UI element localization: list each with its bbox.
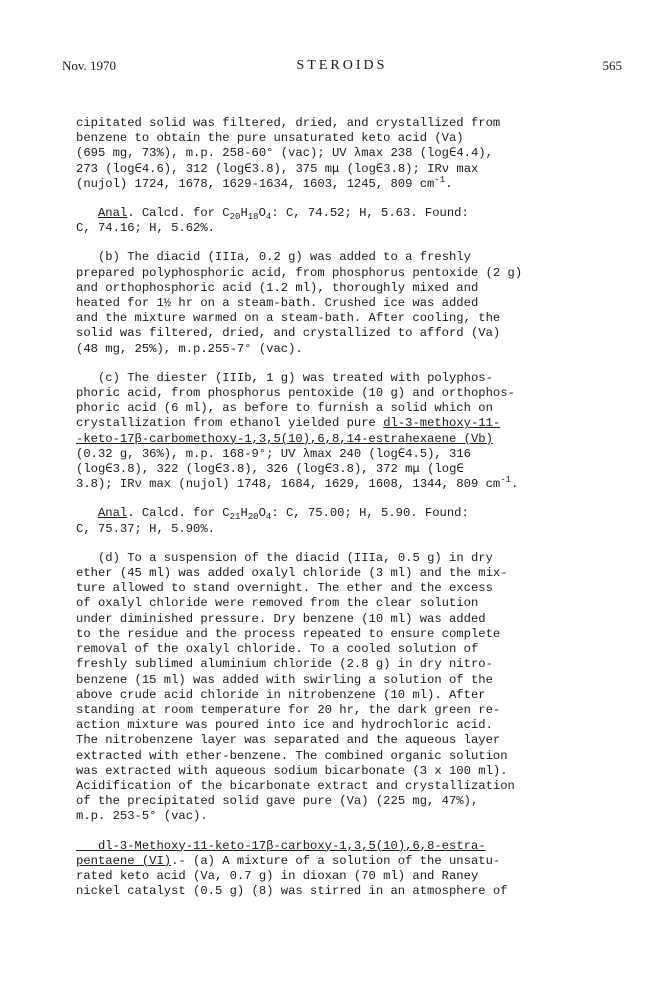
compound-name-vb-cont: -keto-17β-carbomethoxy-1,3,5(10),6,8,14-estrahexaene (Vb) [76,431,493,446]
text-line: (d) To a suspension of the diacid (IIIa, 0.5 g) in dry [97,550,493,565]
text-line: The nitrobenzene layer was separated and the aqueous layer [76,733,501,748]
header-journal: STEROIDS [296,58,388,73]
text-line: solid was filtered, dried, and crystallized to afford (Va) [76,326,501,341]
text-line: 3.8); IRν max (nujol) 1748, 1684, 1629, 1608, 1344, 809 $cm^{-1}$. [76,475,519,492]
section-compound-vi [76,839,600,900]
text-line: cipitated solid was filtered, dried, and crystallized from [76,116,501,130]
text-line: C, 74.16; H, 5.62%. [76,221,215,236]
analysis-va [76,206,600,236]
text-line: freshly sublimed aluminium chloride (2.8 g) in dry nitro- [76,657,493,672]
text-line: (695 mg, 73%), m.p. 258-60° (vac); UV λmax 238 (log∈4.4), [76,146,493,161]
text-line: Acidification of the bicarbonate extract and crystallization [76,778,515,793]
text-line: phoric acid, from phosphorus pentoxide (10 g) and orthophos- [76,386,515,401]
text-line: Anal. Calcd. for $C_{21}H_{20}O_4$: C, 75.00; H, 5.90. Found: [97,506,469,523]
header-date: Nov. 1970 [62,58,117,73]
paragraph-c [76,371,600,493]
text-line: of oxalyl chloride were removed from the clear solution [76,596,479,611]
text-line: prepared polyphosphoric acid, from phosphorus pentoxide (2 g) [76,265,523,280]
text-line: was extracted with aqueous sodium bicarbonate (3 x 100 ml). [76,763,508,778]
text-line: C, 75.37; H, 5.90%. [76,521,215,536]
text-line: (0.32 g, 36%), m.p. 168-9°; UV λmax 240 (log∈4.5), 316 [76,446,471,461]
text-line: standing at room temperature for 20 hr, the dark green re- [76,702,501,717]
text-line: of the precipitated solid gave pure (Va) (225 mg, 47%), [76,794,479,809]
header-page-number: 565 [602,58,622,73]
text-line: above crude acid chloride in nitrobenzene (10 ml). After [76,687,486,702]
text-line: pentaene (VI).- (a) A mixture of a solution of the unsatu- [76,853,501,868]
text-line: extracted with ether-benzene. The combined organic solution [76,748,508,763]
section-title-vi-cont: pentaene (VI) [76,853,172,868]
section-title-vi: dl-3-Methoxy-11-keto-17β-carboxy-1,3,5(10),6,8-estra- [97,838,486,853]
text-line: (48 mg, 25%), m.p.255-7° (vac). [76,341,303,356]
text-line: to the residue and the process repeated to ensure complete [76,626,501,641]
text-line: (log∈3.8), 322 (log∈3.8), 326 (log∈3.8), 372 mμ (log∈ [76,462,464,477]
paragraph-keto-acid-va [76,116,600,192]
running-header [62,58,622,78]
text-line: m.p. 253-5° (vac). [76,809,208,824]
text-line: and the mixture warmed on a steam-bath. After cooling, the [76,311,501,326]
text-line: crystallization from ethanol yielded pure dl-3-methoxy-11- [76,416,501,431]
text-line: removal of the oxalyl chloride. To a cooled solution of [76,642,479,657]
text-line: phoric acid (6 ml), as before to furnish a solid which on [76,401,493,416]
text-line: Anal. Calcd. for $C_{20}H_{18}O_4$: C, 74.52; H, 5.63. Found: [97,206,469,223]
text-line: (nujol) 1724, 1678, 1629-1634, 1603, 1245, 809 $cm^{-1}$. [76,174,453,191]
text-line: and orthophosphoric acid (1.2 ml), thoroughly mixed and [76,280,479,295]
compound-name-vb: dl-3-methoxy-11- [383,416,501,431]
text-line: heated for 1½ hr on a steam-bath. Crushed ice was added [76,296,479,311]
text-line: action mixture was poured into ice and hydrochloric acid. [76,718,493,733]
text-line: ture allowed to stand overnight. The ether and the excess [76,581,493,596]
anal-label: Anal [97,206,128,221]
text-line: 273 (log∈4.6), 312 (log∈3.8), 375 mμ (log∈3.8); IRν max [76,161,479,176]
paragraph-d [76,551,600,825]
text-line: nickel catalyst (0.5 g) (8) was stirred in an atmosphere of [76,884,508,899]
text-line: under diminished pressure. Dry benzene (10 ml) was added [76,611,486,626]
text-line: ether (45 ml) was added oxalyl chloride (3 ml) and the mix- [76,566,508,581]
text-line: (b) The diacid (IIIa, 0.2 g) was added to a freshly [97,250,471,265]
paragraph-b [76,250,600,356]
text-line: benzene to obtain the pure unsaturated keto acid (Va) [76,131,464,146]
analysis-vb [76,506,600,536]
text-line: rated keto acid (Va, 0.7 g) in dioxan (70 ml) and Raney [76,868,479,883]
page-body [76,116,600,913]
text-line: benzene (15 ml) was added with swirling a solution of the [76,672,493,687]
text-line: (c) The diester (IIIb, 1 g) was treated with polyphos- [97,370,493,385]
anal-label: Anal [97,506,128,521]
